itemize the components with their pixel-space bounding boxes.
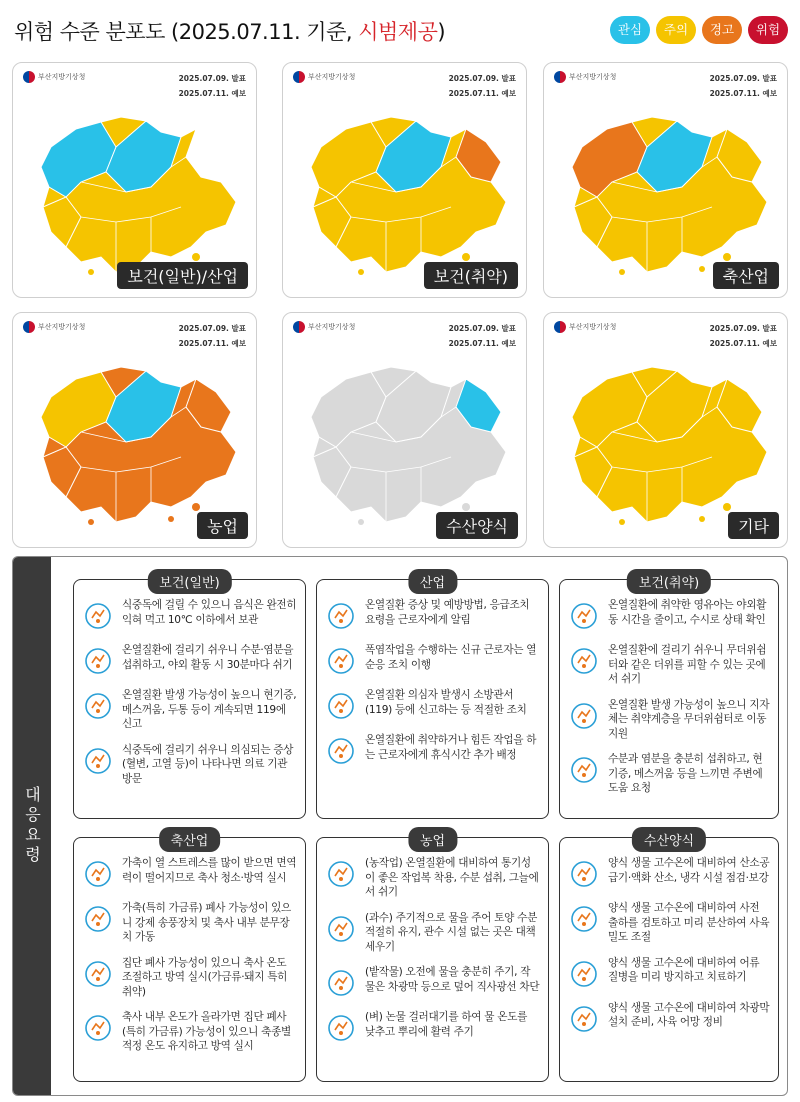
guide-box-5 [316, 834, 549, 1082]
guide-item-text: 온열질환 발생 가능성이 높으니 지자체는 취약계층을 무더위쉼터로 이동 지원 [608, 698, 770, 740]
issued-date: 2025.07.09. 발표 [709, 324, 777, 333]
issued-date: 2025.07.09. 발표 [709, 74, 777, 83]
guide-item-text: 온열질환 증상 및 예방방법, 응급조치 요령을 근로자에게 알림 [365, 599, 530, 626]
title-main: 위험 수준 분포도 (2025.07.11. 기준, [14, 20, 359, 44]
map-card-1 [12, 62, 257, 298]
thermometer-snowflake-icon [82, 600, 114, 632]
guide-item [568, 956, 770, 990]
guide-item [568, 856, 770, 890]
legend-item-danger: 위험 [748, 16, 788, 44]
guide-item-text: 온열질환에 걸리기 쉬우니 무더위쉼터와 같은 더위를 피할 수 있는 곳에서 쉬기 [608, 644, 767, 685]
guide-item [82, 956, 297, 1000]
issued-date: 2025.07.09. 발표 [178, 74, 246, 83]
map-dates [449, 321, 516, 351]
emergency-call-icon [325, 690, 357, 722]
sector-label: 보건(일반)/산업 [117, 262, 248, 289]
guide-item-text: 온열질환 의심자 발생시 소방관서(119) 등에 신고하는 등 적절한 조치 [365, 689, 527, 716]
guide-item-text: 식중독에 걸리기 쉬우니 의심되는 증상(혈변, 고열 등)이 나타나면 의료 기관 방문 [122, 743, 294, 785]
guide-item-text: 양식 생물 고수온에 대비하여 산소공급기·액화 산소, 냉각 시설 점검·보강 [608, 857, 770, 884]
agency-label: 부산지방기상청 [23, 71, 85, 83]
clock-icon [82, 645, 114, 677]
guide-item [568, 752, 770, 796]
child-outdoor-icon [568, 600, 600, 632]
guide-item-text: 폭염작업을 수행하는 신규 근로자는 열순응 조치 이행 [365, 644, 537, 671]
guide-item [568, 643, 770, 687]
guide-item-text: 집단 폐사 가능성이 있으니 축사 온도 조절하고 방역 실시(가금류·돼지 특히 취약) [122, 956, 288, 998]
title-end: ) [437, 20, 446, 44]
guide-item-text: 양식 생물 고수온에 대비하여 차광막 설치 준비, 사육 어망 정비 [608, 1001, 770, 1028]
guide-item [82, 856, 297, 890]
guide-item-text: (벼) 논물 걸러대기를 하여 물 온도를 낮추고 뿌리에 활력 주기 [365, 1011, 528, 1038]
emblem-icon [554, 71, 566, 83]
elderly-support-icon [568, 700, 600, 732]
chicken-icon [82, 858, 114, 890]
shelter-rest-icon [568, 645, 600, 677]
guide-item [82, 598, 297, 632]
oxygen-supply-icon [568, 858, 600, 890]
guide-item-text: 가축(특히 가금류) 폐사 가능성이 있으니 강제 송풍장치 및 축사 내부 분무장치 가동 [122, 902, 291, 943]
guide-item [325, 643, 540, 677]
emblem-icon [293, 71, 305, 83]
rice-paddy-icon [325, 1012, 357, 1044]
hospital-icon [82, 745, 114, 777]
guide-item [568, 1001, 770, 1035]
guide-item-text: 온열질환에 취약한 영유아는 야외활동 시간을 줄이고, 수시로 상태 확인 [608, 599, 767, 626]
sector-label: 축산업 [713, 262, 779, 289]
issued-date: 2025.07.09. 발표 [448, 74, 516, 83]
guide-item-text: 온열질환 발생 가능성이 높으니 현기증, 메스꺼움, 두통 등이 계속되면 119에 신고 [122, 689, 297, 730]
agency-label: 부산지방기상청 [23, 321, 85, 333]
guide-item [568, 598, 770, 632]
guide-item-text: 가축이 열 스트레스를 많이 받으면 면역력이 떨어지므로 축사 청소·방역 실시 [122, 857, 297, 884]
guide-item-text: 온열질환에 걸리기 쉬우니 수분·염분을 섭취하고, 야외 활동 시 30분마다 쉬기 [122, 644, 294, 671]
forecast-date: 2025.07.11. 예보 [448, 339, 516, 348]
guide-item-text: 온열질환에 취약하거나 힘든 작업을 하는 근로자에게 휴식시간 추가 배정 [365, 734, 537, 761]
guide-item [325, 856, 540, 900]
map-dates [710, 321, 777, 351]
legend-item-watch: 관심 [610, 16, 650, 44]
guide-item [82, 901, 297, 945]
guide-item-text: 양식 생물 고수온에 대비하여 사전 출하를 검토하고 미리 분산하여 사육 밀도 조절 [608, 902, 770, 943]
guide-item [568, 901, 770, 945]
forecast-date: 2025.07.11. 예보 [178, 339, 246, 348]
map-card-6 [543, 312, 788, 548]
agency-label: 부산지방기상청 [293, 71, 355, 83]
map-card-2 [282, 62, 527, 298]
region-map [21, 107, 250, 282]
forecast-date: 2025.07.11. 예보 [448, 89, 516, 98]
guide-item [325, 733, 540, 767]
watering-icon [325, 913, 357, 945]
forecast-date: 2025.07.11. 예보 [178, 89, 246, 98]
issued-date: 2025.07.09. 발표 [178, 324, 246, 333]
guide-item-text: 양식 생물 고수온에 대비하여 어류 질병을 미리 방지하고 치료하기 [608, 956, 760, 983]
fish-disease-icon [568, 958, 600, 990]
guide-box-title: 축산업 [159, 827, 221, 852]
risk-legend [610, 16, 788, 44]
map-card-4 [12, 312, 257, 548]
rest-schedule-icon [325, 735, 357, 767]
guide-box-6 [559, 834, 779, 1082]
risk-map-grid [12, 62, 788, 548]
guide-item-text: (과수) 주기적으로 물을 주어 토양 수분 적절히 유지, 관수 시설 없는 곳은 대책 세우기 [365, 911, 538, 953]
forecast-date: 2025.07.11. 예보 [709, 89, 777, 98]
sector-label: 보건(취약) [424, 262, 518, 289]
guide-item [568, 698, 770, 742]
legend-item-caution: 주의 [656, 16, 696, 44]
guide-item [325, 688, 540, 722]
shade-fish-icon [568, 1003, 600, 1035]
guide-box-4 [73, 834, 306, 1082]
guide-item [82, 1010, 297, 1054]
guide-box-3 [559, 576, 779, 819]
guide-item [325, 598, 540, 632]
page-title [14, 16, 445, 46]
map-dates [179, 71, 246, 101]
response-side-label: 대응요령 [13, 557, 51, 1095]
map-card-5 [282, 312, 527, 548]
guide-item [82, 688, 297, 732]
guide-item-text: (농작업) 온열질환에 대비하여 통기성이 좋은 작업복 착용, 수분 섭취, 그늘에서 쉬기 [365, 857, 539, 898]
response-guide [12, 556, 788, 1096]
emblem-icon [23, 71, 35, 83]
sector-label: 기타 [728, 512, 779, 539]
guide-item-text: 축사 내부 온도가 올라가면 집단 폐사(특히 가금류) 가능성이 있으니 축종별 적정 온도 유지하고 방역 실시 [122, 1011, 291, 1052]
page-header [14, 14, 445, 48]
guide-item-text: (밭작물) 오전에 물을 충분히 주기, 작물은 차광막 등으로 덮어 직사광선 차단 [365, 966, 540, 993]
barn-density-icon [82, 1012, 114, 1044]
region-map [21, 357, 250, 532]
sun-worker-icon [325, 645, 357, 677]
guide-item [82, 643, 297, 677]
ventilation-fan-icon [82, 903, 114, 935]
guide-box-title: 산업 [408, 569, 457, 594]
barn-thermometer-icon [82, 958, 114, 990]
guide-item-text: 식중독에 걸릴 수 있으니 음식은 완전히 익혀 먹고 10℃ 이하에서 보관 [122, 599, 297, 626]
crop-heat-icon [325, 967, 357, 999]
region-map [552, 357, 781, 532]
issued-date: 2025.07.09. 발표 [448, 324, 516, 333]
agency-label: 부산지방기상청 [554, 321, 616, 333]
sector-label: 수산양식 [436, 512, 518, 539]
guide-item [325, 965, 540, 999]
guide-item [325, 1010, 540, 1044]
map-card-3 [543, 62, 788, 298]
guide-box-1 [73, 576, 306, 819]
title-accent: 시범제공 [358, 20, 438, 44]
guide-box-title: 농업 [408, 827, 457, 852]
guide-box-title: 보건(일반) [147, 569, 231, 594]
sector-label: 농업 [197, 512, 248, 539]
work-clothes-icon [325, 858, 357, 890]
guide-box-title: 보건(취약) [627, 569, 711, 594]
region-map [552, 107, 781, 282]
telephone-icon [82, 690, 114, 722]
region-map [291, 357, 520, 532]
emblem-icon [554, 321, 566, 333]
guide-item-text: 수분과 염분을 충분히 섭취하고, 현기증, 메스꺼움 등을 느끼면 주변에 도움 요청 [608, 753, 763, 794]
guide-box-title: 수산양식 [632, 827, 706, 852]
agency-label: 부산지방기상청 [293, 321, 355, 333]
fish-shipment-icon [568, 903, 600, 935]
legend-item-warning: 경고 [702, 16, 742, 44]
workers-notice-icon [325, 600, 357, 632]
emblem-icon [293, 321, 305, 333]
forecast-date: 2025.07.11. 예보 [709, 339, 777, 348]
map-dates [710, 71, 777, 101]
agency-label: 부산지방기상청 [554, 71, 616, 83]
region-map [291, 107, 520, 282]
guide-box-2 [316, 576, 549, 819]
help-request-icon [568, 754, 600, 786]
emblem-icon [23, 321, 35, 333]
guide-item [82, 743, 297, 787]
map-dates [179, 321, 246, 351]
guide-item [325, 911, 540, 955]
map-dates [449, 71, 516, 101]
